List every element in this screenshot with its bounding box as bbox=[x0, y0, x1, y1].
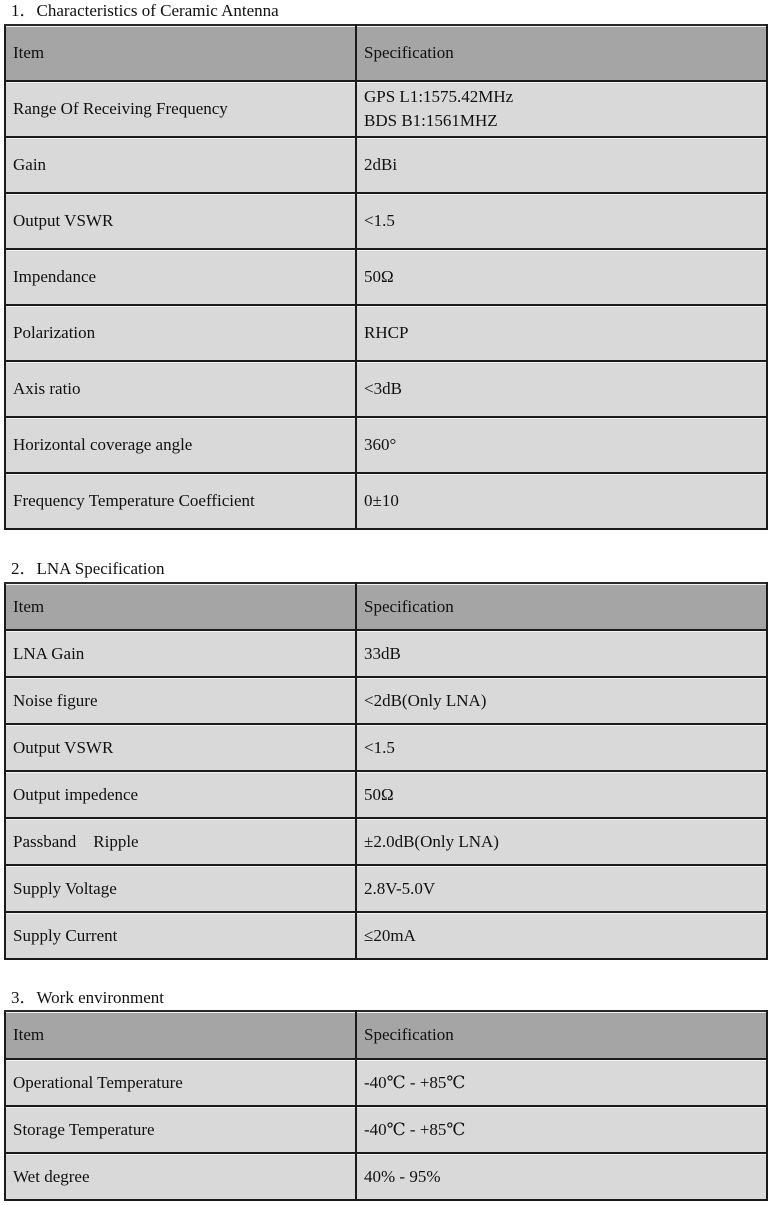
section-title-lna-specification: 2．LNA Specification bbox=[11, 559, 165, 578]
row-item: Output VSWR bbox=[5, 193, 356, 249]
row-spec: <1.5 bbox=[356, 724, 767, 771]
row-item: Noise figure bbox=[5, 677, 356, 724]
table-row bbox=[5, 417, 767, 473]
row-spec: -40℃ - +85℃ bbox=[356, 1059, 767, 1106]
row-item: Range Of Receiving Frequency bbox=[5, 81, 356, 137]
row-spec: 0±10 bbox=[356, 473, 767, 529]
row-item: Gain bbox=[5, 137, 356, 193]
row-spec: 360° bbox=[356, 417, 767, 473]
row-spec bbox=[356, 81, 767, 137]
section-title-work-environment: 3．Work environment bbox=[11, 988, 165, 1007]
header-spec: Specification bbox=[356, 25, 767, 81]
row-spec: <1.5 bbox=[356, 193, 767, 249]
row-spec: <3dB bbox=[356, 361, 767, 417]
row-spec: 2dBi bbox=[356, 137, 767, 193]
table-row bbox=[5, 473, 767, 529]
table-row bbox=[5, 1153, 767, 1200]
table-row bbox=[5, 305, 767, 361]
section-title-ceramic-antenna: 1．Characteristics of Ceramic Antenna bbox=[11, 1, 279, 20]
table-row bbox=[5, 630, 767, 677]
spec-line-bds: BDS B1:1561MHZ bbox=[364, 111, 498, 130]
row-item: Frequency Temperature Coefficient bbox=[5, 473, 356, 529]
table-row bbox=[5, 677, 767, 724]
row-item: Passband Ripple bbox=[5, 818, 356, 865]
row-spec: RHCP bbox=[356, 305, 767, 361]
table-row bbox=[5, 912, 767, 959]
table-row bbox=[5, 1059, 767, 1106]
table-header-row bbox=[5, 1011, 767, 1059]
table-row bbox=[5, 137, 767, 193]
row-item: Operational Temperature bbox=[5, 1059, 356, 1106]
lna-specification-table bbox=[4, 582, 768, 960]
row-item: Output impedence bbox=[5, 771, 356, 818]
table-row bbox=[5, 771, 767, 818]
row-item: Output VSWR bbox=[5, 724, 356, 771]
row-spec: 40% - 95% bbox=[356, 1153, 767, 1200]
table-row bbox=[5, 818, 767, 865]
row-spec: 33dB bbox=[356, 630, 767, 677]
row-spec: <2dB(Only LNA) bbox=[356, 677, 767, 724]
header-item: Item bbox=[5, 25, 356, 81]
table-row bbox=[5, 1106, 767, 1153]
table-row bbox=[5, 193, 767, 249]
row-item: Polarization bbox=[5, 305, 356, 361]
header-item: Item bbox=[5, 583, 356, 630]
table-row bbox=[5, 865, 767, 912]
table-row bbox=[5, 81, 767, 137]
header-item: Item bbox=[5, 1011, 356, 1059]
table-header-row bbox=[5, 583, 767, 630]
row-item: Impendance bbox=[5, 249, 356, 305]
row-item: LNA Gain bbox=[5, 630, 356, 677]
table-row bbox=[5, 724, 767, 771]
row-item: Supply Voltage bbox=[5, 865, 356, 912]
ceramic-antenna-table bbox=[4, 24, 768, 530]
table-row bbox=[5, 361, 767, 417]
row-item: Horizontal coverage angle bbox=[5, 417, 356, 473]
row-spec: 50Ω bbox=[356, 249, 767, 305]
row-spec: 50Ω bbox=[356, 771, 767, 818]
table-row bbox=[5, 249, 767, 305]
row-spec: ≤20mA bbox=[356, 912, 767, 959]
row-spec: ±2.0dB(Only LNA) bbox=[356, 818, 767, 865]
spec-line-gps: GPS L1:1575.42MHz bbox=[364, 87, 514, 106]
row-spec: 2.8V-5.0V bbox=[356, 865, 767, 912]
table-header-row bbox=[5, 25, 767, 81]
header-spec: Specification bbox=[356, 1011, 767, 1059]
work-environment-table bbox=[4, 1010, 768, 1201]
row-item: Supply Current bbox=[5, 912, 356, 959]
row-spec: -40℃ - +85℃ bbox=[356, 1106, 767, 1153]
header-spec: Specification bbox=[356, 583, 767, 630]
row-item: Wet degree bbox=[5, 1153, 356, 1200]
row-item: Axis ratio bbox=[5, 361, 356, 417]
row-item: Storage Temperature bbox=[5, 1106, 356, 1153]
